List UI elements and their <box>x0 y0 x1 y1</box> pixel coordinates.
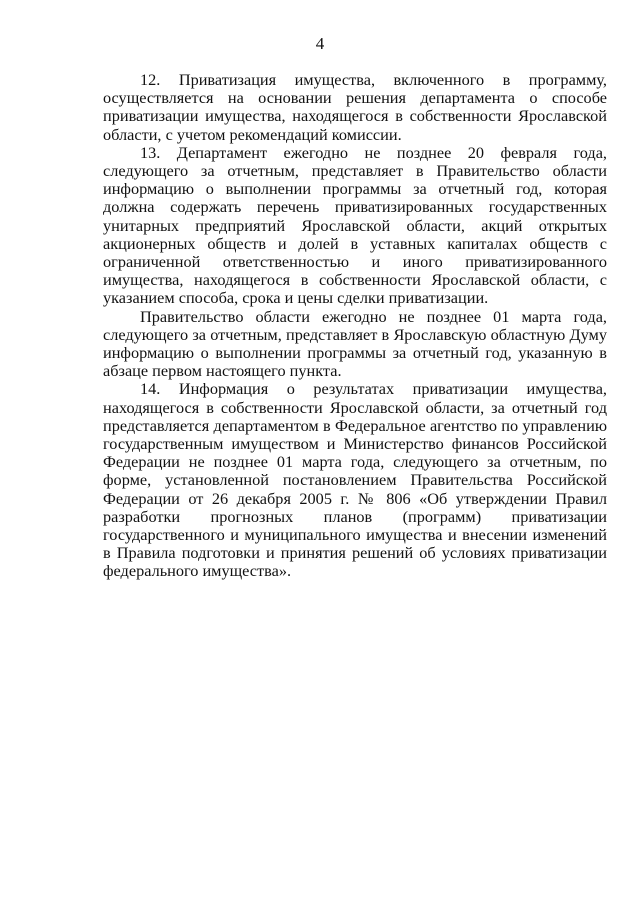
paragraph-item-13-continued: Правительство области ежегодно не позднее 01 марта года, следующего за отчетным, представляет в Ярославскую областную Думу информацию о выполнении программы за отчетный год, указанную в абзаце первом настоящего пункта. <box>103 306 607 381</box>
paragraph-item-12: 12. Приватизация имущества, включенного в программу, осуществляется на основании решения департамента о способе приватизации имущества, находящегося в собственности Ярославской области, с учетом рекомендаций комиссии. <box>103 70 607 144</box>
paragraph-item-14: 14. Информация о результатах приватизации имущества, находящегося в собственности Ярославской области, за отчетный год представляется департаментом в Федеральное агентство по управлению государственным имуществом и Министерство финансов Российской Федерации не позднее 01 марта года, следующего за отчетным, по форме, установленной постановлением Правительства Российской Федерации от 26 декабря 2005 г. № 806 «Об утверждении Правил разработки прогнозных планов (программ) приватизации государственного и муниципального имущества и внесении изменений в Правила подготовки и принятия решений об условиях приватизации федерального имущества». <box>103 379 607 581</box>
paragraph-item-13: 13. Департамент ежегодно не позднее 20 февраля года, следующего за отчетным, представляет в Правительство области информацию о выполнении программы за отчетный год, которая должна содержать перечень приватизированных государственных унитарных предприятий Ярославской области, акций открытых акционерных обществ и долей в уставных капиталах обществ с ограниченной ответственностью и иного приватизированного имущества, находящегося в собственности Ярославской области, с указанием способа, срока и цены сделки приватизации. <box>103 142 607 308</box>
document-body <box>103 71 607 581</box>
page-number: 4 <box>315 34 325 53</box>
